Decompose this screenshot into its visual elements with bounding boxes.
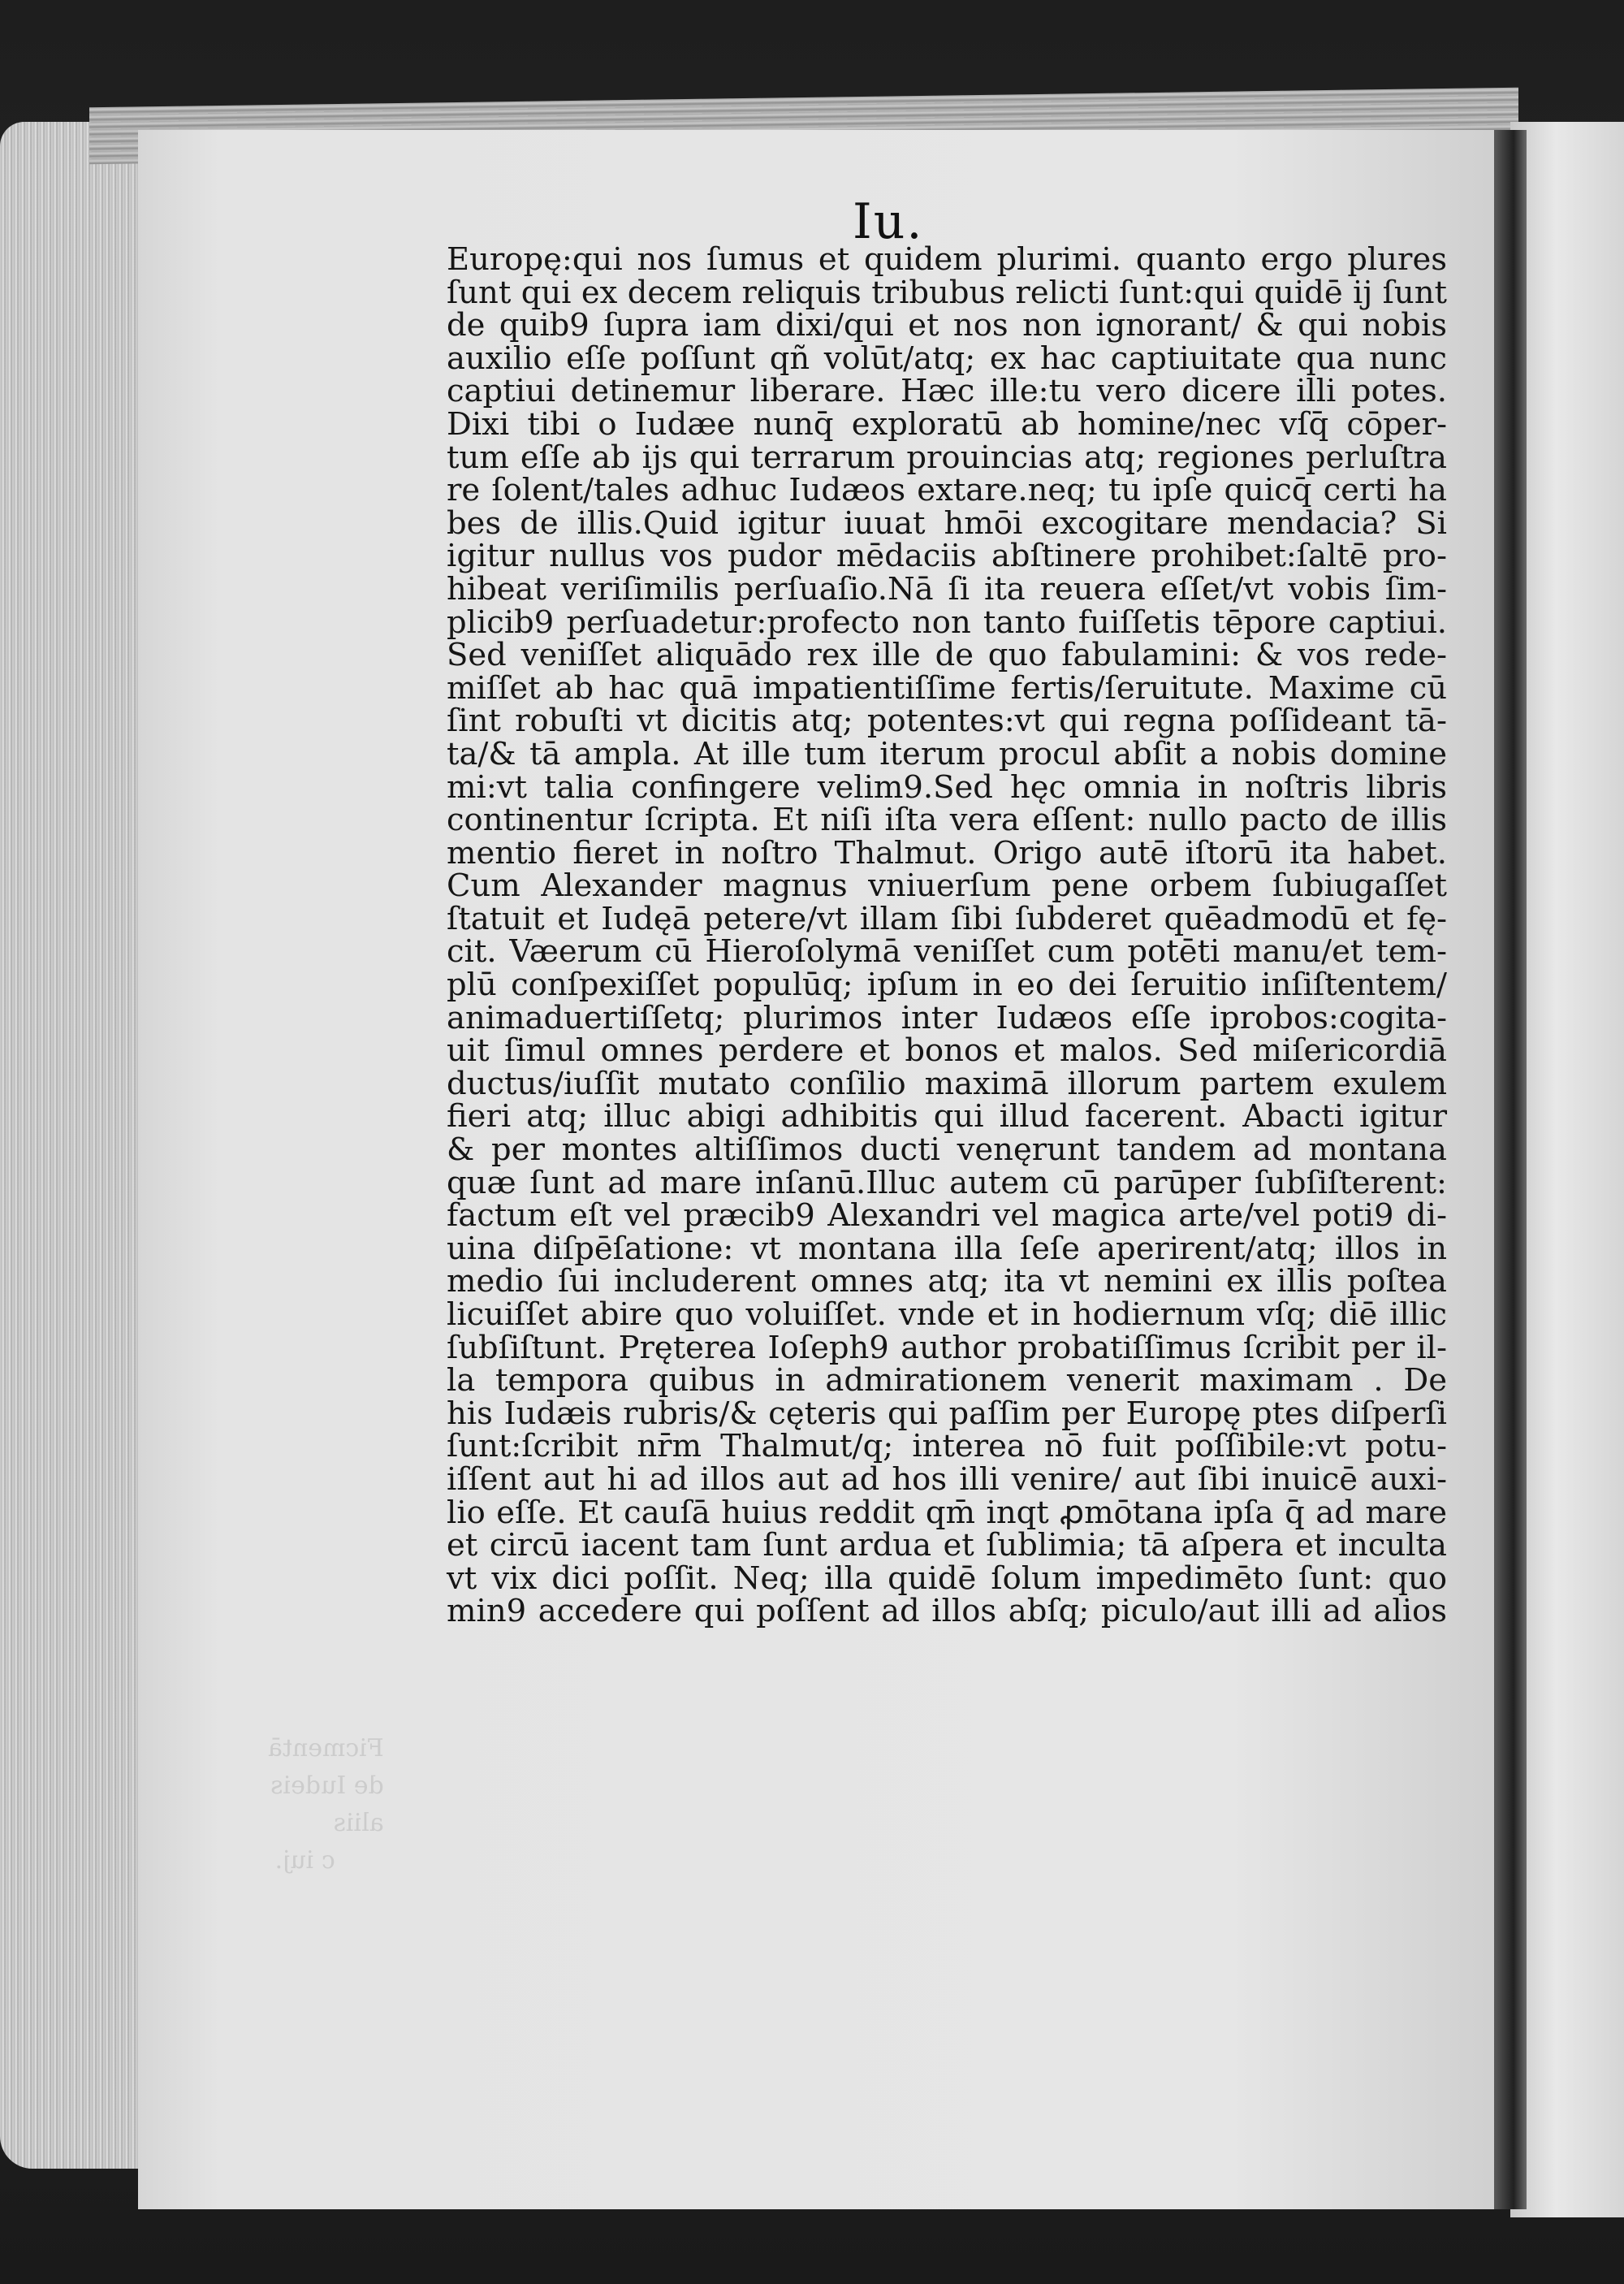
text-line: uina diſpēſatione: vt montana illa ſeſe aperirent/atq; illos in [447,1230,1447,1267]
text-line: uit ſimul omnes perdere et bonos et malos. Sed miſericordiā [447,1032,1447,1070]
text-line: re ſolent/tales adhuc Iudæos extare.neq; tu ipſe quicq̄ certi ha [447,472,1447,509]
bleed-line: de Iudeis [270,1771,384,1800]
text-line: vt vix dici poſſit. Neq; illa quidē ſolum impedimēto ſunt: quo [447,1559,1447,1597]
text-line: iſſent aut hi ad illos aut ad hos illi venire/ aut ſibi inuicē auxi- [447,1460,1447,1498]
text-line: factum eſt vel præcib9 Alexandri vel magica arte/vel poti9 di- [447,1197,1447,1235]
text-line: ſint robuſti vt dicitis atq; potentes:vt qui regna poſſideant tā- [447,703,1447,740]
text-line: ductus/iuſſit mutato conſilio maximā illorum partem exulem [447,1065,1447,1102]
text-line: animaduertiſſetq; plurimos inter Iudæos eſſe iprobos:cogita- [447,999,1447,1036]
text-line: fieri atq; illuc abigi adhibitis qui illud facerent. Abacti igitur [447,1098,1447,1136]
text-line: his Iudæis rubris/& cęteris qui paſſim per Europę ptes diſperſi [447,1395,1447,1432]
text-line: captiui detinemur liberare. Hæc ille:tu vero dicere illi potes. [447,373,1447,410]
body-text [447,241,1447,1630]
text-line: min9 accedere qui poſſent ad illos abſq; piculo/aut illi ad alios [447,1593,1447,1630]
text-line: Dixi tibi o Iudæe nunq̄ exploratū ab homine/nec vſq̄ cōper- [447,405,1447,443]
text-line: ſunt qui ex decem reliquis tribubus relicti ſunt:qui quidē ij ſunt [447,274,1447,311]
text-line: & per montes altiſſimos ducti venęrunt tandem ad montana [447,1131,1447,1169]
text-line: Sed veniſſet aliquādo rex ille de quo fabulamini: & vos rede- [447,637,1447,674]
text-line: ſubſiſtunt. Pręterea Ioſeph9 author probatiſſimus ſcribit per il- [447,1329,1447,1366]
text-line: ſunt:ſcribit nr̄m Thalmut/q; interea nō fuit poſſibile:vt potu- [447,1428,1447,1465]
text-line: licuiſſet abire quo voluiſſet. vnde et in hodiernum vſq; diē illic [447,1296,1447,1333]
text-line: Cum Alexander magnus vniuerſum pene orbem ſubiugaſſet [447,867,1447,905]
bleed-line: c iuj. [274,1846,335,1875]
text-line: de quib9 ſupra iam dixi/qui et nos non ignorant/ & qui nobis [447,307,1447,344]
text-line: bes de illis.Quid igitur iuuat hmōi excogitare mendacia? Si [447,504,1447,542]
text-line: igitur nullus vos pudor mēdaciis abſtinere prohibet:ſaltē pro- [447,538,1447,575]
text-line: continentur ſcripta. Et niſi iſta vera eſſent: nullo pacto de illis [447,802,1447,839]
text-line: tum eſſe ab ijs qui terrarum prouincias atq; regiones perluſtra [447,439,1447,476]
text-line: quæ ſunt ad mare inſanū.Illuc autem cū parūper ſubſiſterent: [447,1164,1447,1201]
text-line: medio ſui includerent omnes atq; ita vt nemini ex illis poſtea [447,1263,1447,1300]
text-line: mi:vt talia confingere velim9.Sed hęc omnia in noſtris libris [447,768,1447,806]
bleed-line: aliis [333,1809,384,1837]
text-line: hibeat veriſimilis perſuaſio.Nā ſi ita reuera eſſet/vt vobis ſim- [447,570,1447,608]
bleed-through-text [268,1730,384,1880]
text-line: plicib9 perſuadetur:profecto non tanto fuiſſetis tēpore captiui. [447,603,1447,641]
stacked-page-edges [0,122,146,2169]
text-line: miſſet ab hac quā impatientiſſime fertis/ſeruitute. Maxime cū [447,669,1447,707]
text-line: ta/& tā ampla. At ille tum iterum procul abſit a nobis domine [447,735,1447,772]
text-line: ſtatuit et Iudęā petere/vt illam ſibi ſubderet quēadmodū et fę- [447,900,1447,937]
text-line: auxilio eſſe poſſunt qñ volūt/atq; ex hac captiuitate qua nunc [447,340,1447,377]
bleed-line: Ficmentā [268,1734,384,1763]
text-line: mentio fieret in noſtro Thalmut. Origo autē iſtorū ita habet. [447,834,1447,872]
text-line: lio eſſe. Et cauſā huius reddit qm̄ inqt ꝓmōtana ipſa q̄ ad mare [447,1494,1447,1531]
text-line: plū conſpexiſſet populūq; ipſum in eo dei ſeruitio inſiſtentem/ [447,967,1447,1004]
text-line: cit. Væerum cū Hieroſolymā veniſſet cum potēti manu/et tem- [447,933,1447,971]
text-line: la tempora quibus in admirationem venerit maximam . De [447,1362,1447,1399]
facing-page-edge [1510,122,1624,2217]
text-line: et circū iacent tam ſunt ardua et ſublimia; tā aſpera et inculta [447,1527,1447,1564]
book-gutter [1494,130,1527,2209]
page-header: Iu. [853,193,924,250]
text-line: Europę:qui nos ſumus et quidem plurimi. quanto ergo plures [447,241,1447,278]
